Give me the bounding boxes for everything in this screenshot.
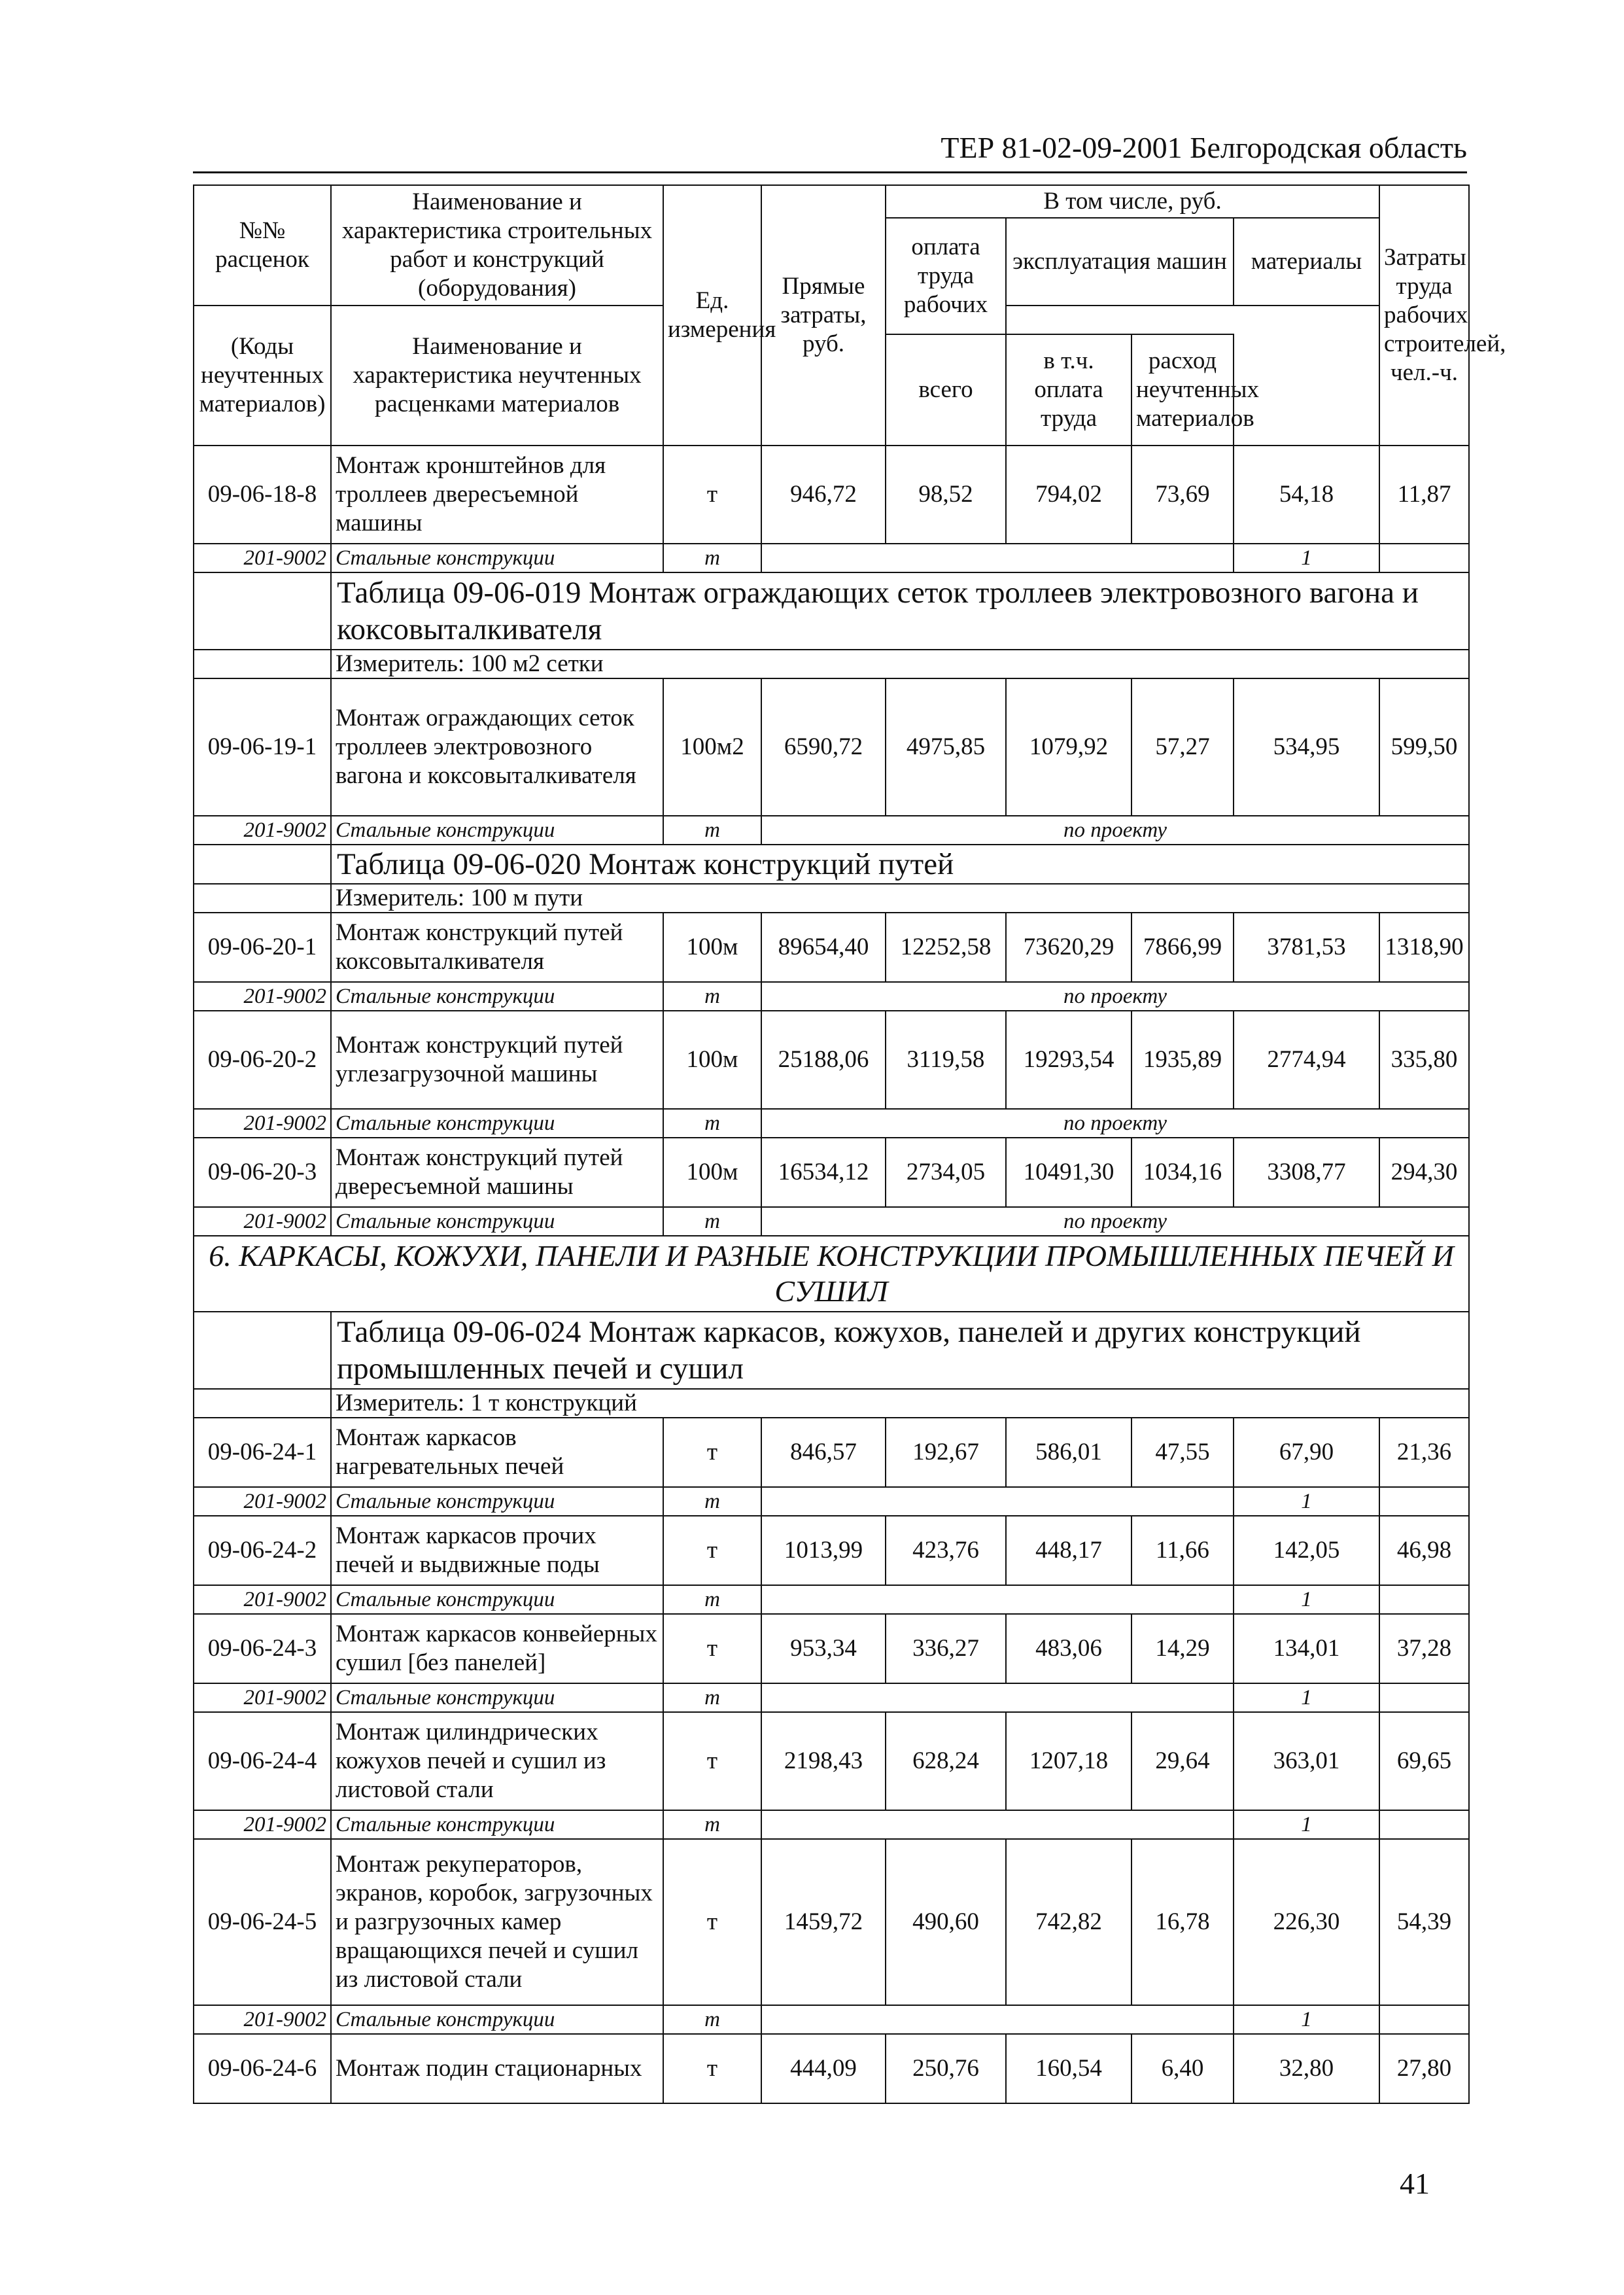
material-code: 201-9002 bbox=[194, 816, 331, 845]
rate-direct: 89654,40 bbox=[761, 913, 886, 982]
rate-code: 09-06-24-6 bbox=[194, 2034, 331, 2103]
table-row bbox=[194, 678, 1469, 816]
material-unit: т bbox=[663, 982, 761, 1011]
rate-mach-pay: 7866,99 bbox=[1132, 913, 1234, 982]
rate-labor: 21,36 bbox=[1379, 1418, 1469, 1487]
rate-direct: 946,72 bbox=[761, 446, 886, 544]
rate-name: Монтаж конструкций путей двересъемной машины bbox=[331, 1138, 663, 1207]
rate-pay: 2734,05 bbox=[886, 1138, 1006, 1207]
material-code: 201-9002 bbox=[194, 2005, 331, 2034]
material-row bbox=[194, 1487, 1469, 1516]
material-unit: т bbox=[663, 1207, 761, 1236]
rate-mach-pay: 14,29 bbox=[1132, 1614, 1234, 1683]
rate-name: Монтаж конструкций путей коксовыталкивателя bbox=[331, 913, 663, 982]
material-code: 201-9002 bbox=[194, 1487, 331, 1516]
rate-pay: 628,24 bbox=[886, 1712, 1006, 1810]
rate-code: 09-06-24-3 bbox=[194, 1614, 331, 1683]
rate-unit: 100м bbox=[663, 1011, 761, 1109]
col-header-mat-consumption: расход неучтенных материалов bbox=[1132, 334, 1234, 446]
material-name: Стальные конструкции bbox=[331, 816, 663, 845]
material-per-project: по проекту bbox=[761, 1109, 1469, 1138]
material-per-project: по проекту bbox=[761, 1207, 1469, 1236]
rate-mach-pay: 47,55 bbox=[1132, 1418, 1234, 1487]
rate-mach: 73620,29 bbox=[1006, 913, 1132, 982]
material-name: Стальные конструкции bbox=[331, 982, 663, 1011]
rate-mat: 142,05 bbox=[1234, 1516, 1379, 1585]
rate-mat: 67,90 bbox=[1234, 1418, 1379, 1487]
rate-labor: 27,80 bbox=[1379, 2034, 1469, 2103]
section-title: 6. КАРКАСЫ, КОЖУХИ, ПАНЕЛИ И РАЗНЫЕ КОНСТРУКЦИИ ПРОМЫШЛЕННЫХ ПЕЧЕЙ И СУШИЛ bbox=[194, 1236, 1469, 1312]
rate-unit: т bbox=[663, 1614, 761, 1683]
rate-labor: 599,50 bbox=[1379, 678, 1469, 816]
rate-code: 09-06-18-8 bbox=[194, 446, 331, 544]
material-row bbox=[194, 2005, 1469, 2034]
rate-direct: 2198,43 bbox=[761, 1712, 886, 1810]
material-unit: т bbox=[663, 1109, 761, 1138]
material-name: Стальные конструкции bbox=[331, 1109, 663, 1138]
rate-direct: 1459,72 bbox=[761, 1839, 886, 2005]
rate-name: Монтаж каркасов конвейерных сушил [без панелей] bbox=[331, 1614, 663, 1683]
rate-mat: 534,95 bbox=[1234, 678, 1379, 816]
rate-pay: 192,67 bbox=[886, 1418, 1006, 1487]
rate-mat: 226,30 bbox=[1234, 1839, 1379, 2005]
measure-unit: Измеритель: 100 м2 сетки bbox=[331, 650, 1469, 678]
table-row bbox=[194, 1839, 1469, 2005]
rate-direct: 25188,06 bbox=[761, 1011, 886, 1109]
rate-pay: 423,76 bbox=[886, 1516, 1006, 1585]
table-row bbox=[194, 2034, 1469, 2103]
table-row bbox=[194, 1011, 1469, 1109]
table-title: Таблица 09-06-020 Монтаж конструкций путей bbox=[331, 845, 1469, 884]
material-name: Стальные конструкции bbox=[331, 544, 663, 572]
material-per-project: по проекту bbox=[761, 816, 1469, 845]
rate-mach: 160,54 bbox=[1006, 2034, 1132, 2103]
material-qty: 1 bbox=[1234, 1810, 1379, 1839]
table-row bbox=[194, 913, 1469, 982]
rate-mach: 1079,92 bbox=[1006, 678, 1132, 816]
table-row bbox=[194, 446, 1469, 544]
material-unit: т bbox=[663, 1683, 761, 1712]
rate-mach-pay: 1034,16 bbox=[1132, 1138, 1234, 1207]
rate-unit: 100м bbox=[663, 1138, 761, 1207]
rate-labor: 46,98 bbox=[1379, 1516, 1469, 1585]
rate-name: Монтаж каркасов нагревательных печей bbox=[331, 1418, 663, 1487]
rate-labor: 335,80 bbox=[1379, 1011, 1469, 1109]
rate-labor: 294,30 bbox=[1379, 1138, 1469, 1207]
rate-mach-pay: 16,78 bbox=[1132, 1839, 1234, 2005]
material-qty: 1 bbox=[1234, 2005, 1379, 2034]
material-code: 201-9002 bbox=[194, 544, 331, 572]
col-header-name-sub: Наименование и характеристика неучтенных расценками материалов bbox=[331, 306, 663, 446]
rate-name: Монтаж рекуператоров, экранов, коробок, загрузочных и разгрузочных камер вращающихся печей и сушил из листовой стали bbox=[331, 1839, 663, 2005]
rate-unit: т bbox=[663, 446, 761, 544]
rate-code: 09-06-24-5 bbox=[194, 1839, 331, 2005]
document-header: ТЕР 81-02-09-2001 Белгородская область bbox=[941, 131, 1467, 164]
rate-mach: 448,17 bbox=[1006, 1516, 1132, 1585]
rate-mat: 3308,77 bbox=[1234, 1138, 1379, 1207]
rate-code: 09-06-20-2 bbox=[194, 1011, 331, 1109]
rate-code: 09-06-20-1 bbox=[194, 913, 331, 982]
rate-direct: 444,09 bbox=[761, 2034, 886, 2103]
material-name: Стальные конструкции bbox=[331, 1585, 663, 1614]
rate-labor: 1318,90 bbox=[1379, 913, 1469, 982]
material-row bbox=[194, 1109, 1469, 1138]
rate-mach-pay: 11,66 bbox=[1132, 1516, 1234, 1585]
rate-direct: 6590,72 bbox=[761, 678, 886, 816]
material-row bbox=[194, 816, 1469, 845]
material-qty: 1 bbox=[1234, 1585, 1379, 1614]
rate-mat: 134,01 bbox=[1234, 1614, 1379, 1683]
rate-pay: 490,60 bbox=[886, 1839, 1006, 2005]
material-code: 201-9002 bbox=[194, 982, 331, 1011]
rate-unit: 100м bbox=[663, 913, 761, 982]
rate-unit: т bbox=[663, 1712, 761, 1810]
material-unit: т bbox=[663, 2005, 761, 2034]
material-unit: т bbox=[663, 816, 761, 845]
rate-pay: 3119,58 bbox=[886, 1011, 1006, 1109]
rate-code: 09-06-24-1 bbox=[194, 1418, 331, 1487]
table-row bbox=[194, 1418, 1469, 1487]
rate-name: Монтаж каркасов прочих печей и выдвижные поды bbox=[331, 1516, 663, 1585]
rate-name: Монтаж подин стационарных bbox=[331, 2034, 663, 2103]
material-row bbox=[194, 544, 1469, 572]
material-qty: 1 bbox=[1234, 544, 1379, 572]
rate-code: 09-06-20-3 bbox=[194, 1138, 331, 1207]
rate-code: 09-06-19-1 bbox=[194, 678, 331, 816]
material-row bbox=[194, 1810, 1469, 1839]
rate-name: Монтаж кронштейнов для троллеев двересъемной машины bbox=[331, 446, 663, 544]
col-header-unit: Ед. измерения bbox=[663, 185, 761, 446]
rate-mach: 742,82 bbox=[1006, 1839, 1132, 2005]
header-rule bbox=[193, 171, 1467, 173]
measure-unit: Измеритель: 100 м пути bbox=[331, 884, 1469, 913]
material-row bbox=[194, 982, 1469, 1011]
table-title: Таблица 09-06-024 Монтаж каркасов, кожухов, панелей и других конструкций промышленных печей и сушил bbox=[331, 1312, 1469, 1389]
rate-mach: 19293,54 bbox=[1006, 1011, 1132, 1109]
rate-mach-pay: 29,64 bbox=[1132, 1712, 1234, 1810]
rate-mat: 2774,94 bbox=[1234, 1011, 1379, 1109]
material-unit: т bbox=[663, 544, 761, 572]
rate-mach-pay: 6,40 bbox=[1132, 2034, 1234, 2103]
rate-mat: 54,18 bbox=[1234, 446, 1379, 544]
material-qty: 1 bbox=[1234, 1683, 1379, 1712]
rate-labor: 11,87 bbox=[1379, 446, 1469, 544]
rate-mach: 483,06 bbox=[1006, 1614, 1132, 1683]
rate-pay: 4975,85 bbox=[886, 678, 1006, 816]
rate-labor: 54,39 bbox=[1379, 1839, 1469, 2005]
material-unit: т bbox=[663, 1810, 761, 1839]
rate-pay: 98,52 bbox=[886, 446, 1006, 544]
col-header-materials: материалы bbox=[1234, 218, 1379, 306]
material-code: 201-9002 bbox=[194, 1585, 331, 1614]
col-header-labor-cost: Затраты труда рабочих строителей, чел.-ч. bbox=[1379, 185, 1469, 446]
rate-pay: 336,27 bbox=[886, 1614, 1006, 1683]
table-row bbox=[194, 1516, 1469, 1585]
rate-name: Монтаж конструкций путей углезагрузочной машины bbox=[331, 1011, 663, 1109]
material-name: Стальные конструкции bbox=[331, 1683, 663, 1712]
material-qty: 1 bbox=[1234, 1487, 1379, 1516]
rate-unit: т bbox=[663, 1839, 761, 2005]
rate-direct: 846,57 bbox=[761, 1418, 886, 1487]
rate-mach: 1207,18 bbox=[1006, 1712, 1132, 1810]
measure-unit: Измеритель: 1 т конструкций bbox=[331, 1389, 1469, 1418]
material-name: Стальные конструкции bbox=[331, 2005, 663, 2034]
rate-code: 09-06-24-4 bbox=[194, 1712, 331, 1810]
rate-mat: 363,01 bbox=[1234, 1712, 1379, 1810]
col-header-name: Наименование и характеристика строительных работ и конструкций (оборудования) bbox=[331, 185, 663, 306]
table-row bbox=[194, 1712, 1469, 1810]
col-header-num: №№ расценок bbox=[194, 185, 331, 306]
material-code: 201-9002 bbox=[194, 1683, 331, 1712]
rate-mach: 794,02 bbox=[1006, 446, 1132, 544]
rates-table bbox=[193, 184, 1506, 2104]
rate-direct: 16534,12 bbox=[761, 1138, 886, 1207]
rate-unit: т bbox=[663, 1418, 761, 1487]
rate-mat: 32,80 bbox=[1234, 2034, 1379, 2103]
rate-mach-pay: 73,69 bbox=[1132, 446, 1234, 544]
material-name: Стальные конструкции bbox=[331, 1810, 663, 1839]
material-row bbox=[194, 1683, 1469, 1712]
material-name: Стальные конструкции bbox=[331, 1207, 663, 1236]
rate-direct: 1013,99 bbox=[761, 1516, 886, 1585]
rate-unit: т bbox=[663, 2034, 761, 2103]
table-row bbox=[194, 1138, 1469, 1207]
rate-mach: 10491,30 bbox=[1006, 1138, 1132, 1207]
rate-labor: 69,65 bbox=[1379, 1712, 1469, 1810]
col-header-direct: Прямые затраты, руб. bbox=[761, 185, 886, 446]
col-header-labor-pay: оплата труда рабочих bbox=[886, 218, 1006, 334]
col-header-incl: В том числе, руб. bbox=[886, 185, 1379, 218]
col-header-machines: эксплуатация машин bbox=[1006, 218, 1234, 306]
table-row bbox=[194, 1614, 1469, 1683]
rate-pay: 12252,58 bbox=[886, 913, 1006, 982]
material-unit: т bbox=[663, 1585, 761, 1614]
material-unit: т bbox=[663, 1487, 761, 1516]
material-code: 201-9002 bbox=[194, 1207, 331, 1236]
rate-unit: т bbox=[663, 1516, 761, 1585]
material-code: 201-9002 bbox=[194, 1810, 331, 1839]
rate-mach-pay: 1935,89 bbox=[1132, 1011, 1234, 1109]
table-title: Таблица 09-06-019 Монтаж ограждающих сеток троллеев электровозного вагона и коксовыталкивателя bbox=[331, 572, 1469, 650]
page-number: 41 bbox=[1400, 2167, 1430, 2200]
rate-name: Монтаж цилиндрических кожухов печей и сушил из листовой стали bbox=[331, 1712, 663, 1810]
material-code: 201-9002 bbox=[194, 1109, 331, 1138]
rate-mach: 586,01 bbox=[1006, 1418, 1132, 1487]
rate-unit: 100м2 bbox=[663, 678, 761, 816]
rate-labor: 37,28 bbox=[1379, 1614, 1469, 1683]
col-header-num-sub: (Коды неучтенных материалов) bbox=[194, 306, 331, 446]
rate-pay: 250,76 bbox=[886, 2034, 1006, 2103]
rate-mat: 3781,53 bbox=[1234, 913, 1379, 982]
material-per-project: по проекту bbox=[761, 982, 1469, 1011]
rate-mach-pay: 57,27 bbox=[1132, 678, 1234, 816]
col-header-mach-pay: в т.ч. оплата труда bbox=[1006, 334, 1132, 446]
rate-direct: 953,34 bbox=[761, 1614, 886, 1683]
rate-name: Монтаж ограждающих сеток троллеев электровозного вагона и коксовыталкивателя bbox=[331, 678, 663, 816]
rate-code: 09-06-24-2 bbox=[194, 1516, 331, 1585]
material-row bbox=[194, 1207, 1469, 1236]
material-name: Стальные конструкции bbox=[331, 1487, 663, 1516]
material-row bbox=[194, 1585, 1469, 1614]
col-header-mach-total: всего bbox=[886, 334, 1006, 446]
